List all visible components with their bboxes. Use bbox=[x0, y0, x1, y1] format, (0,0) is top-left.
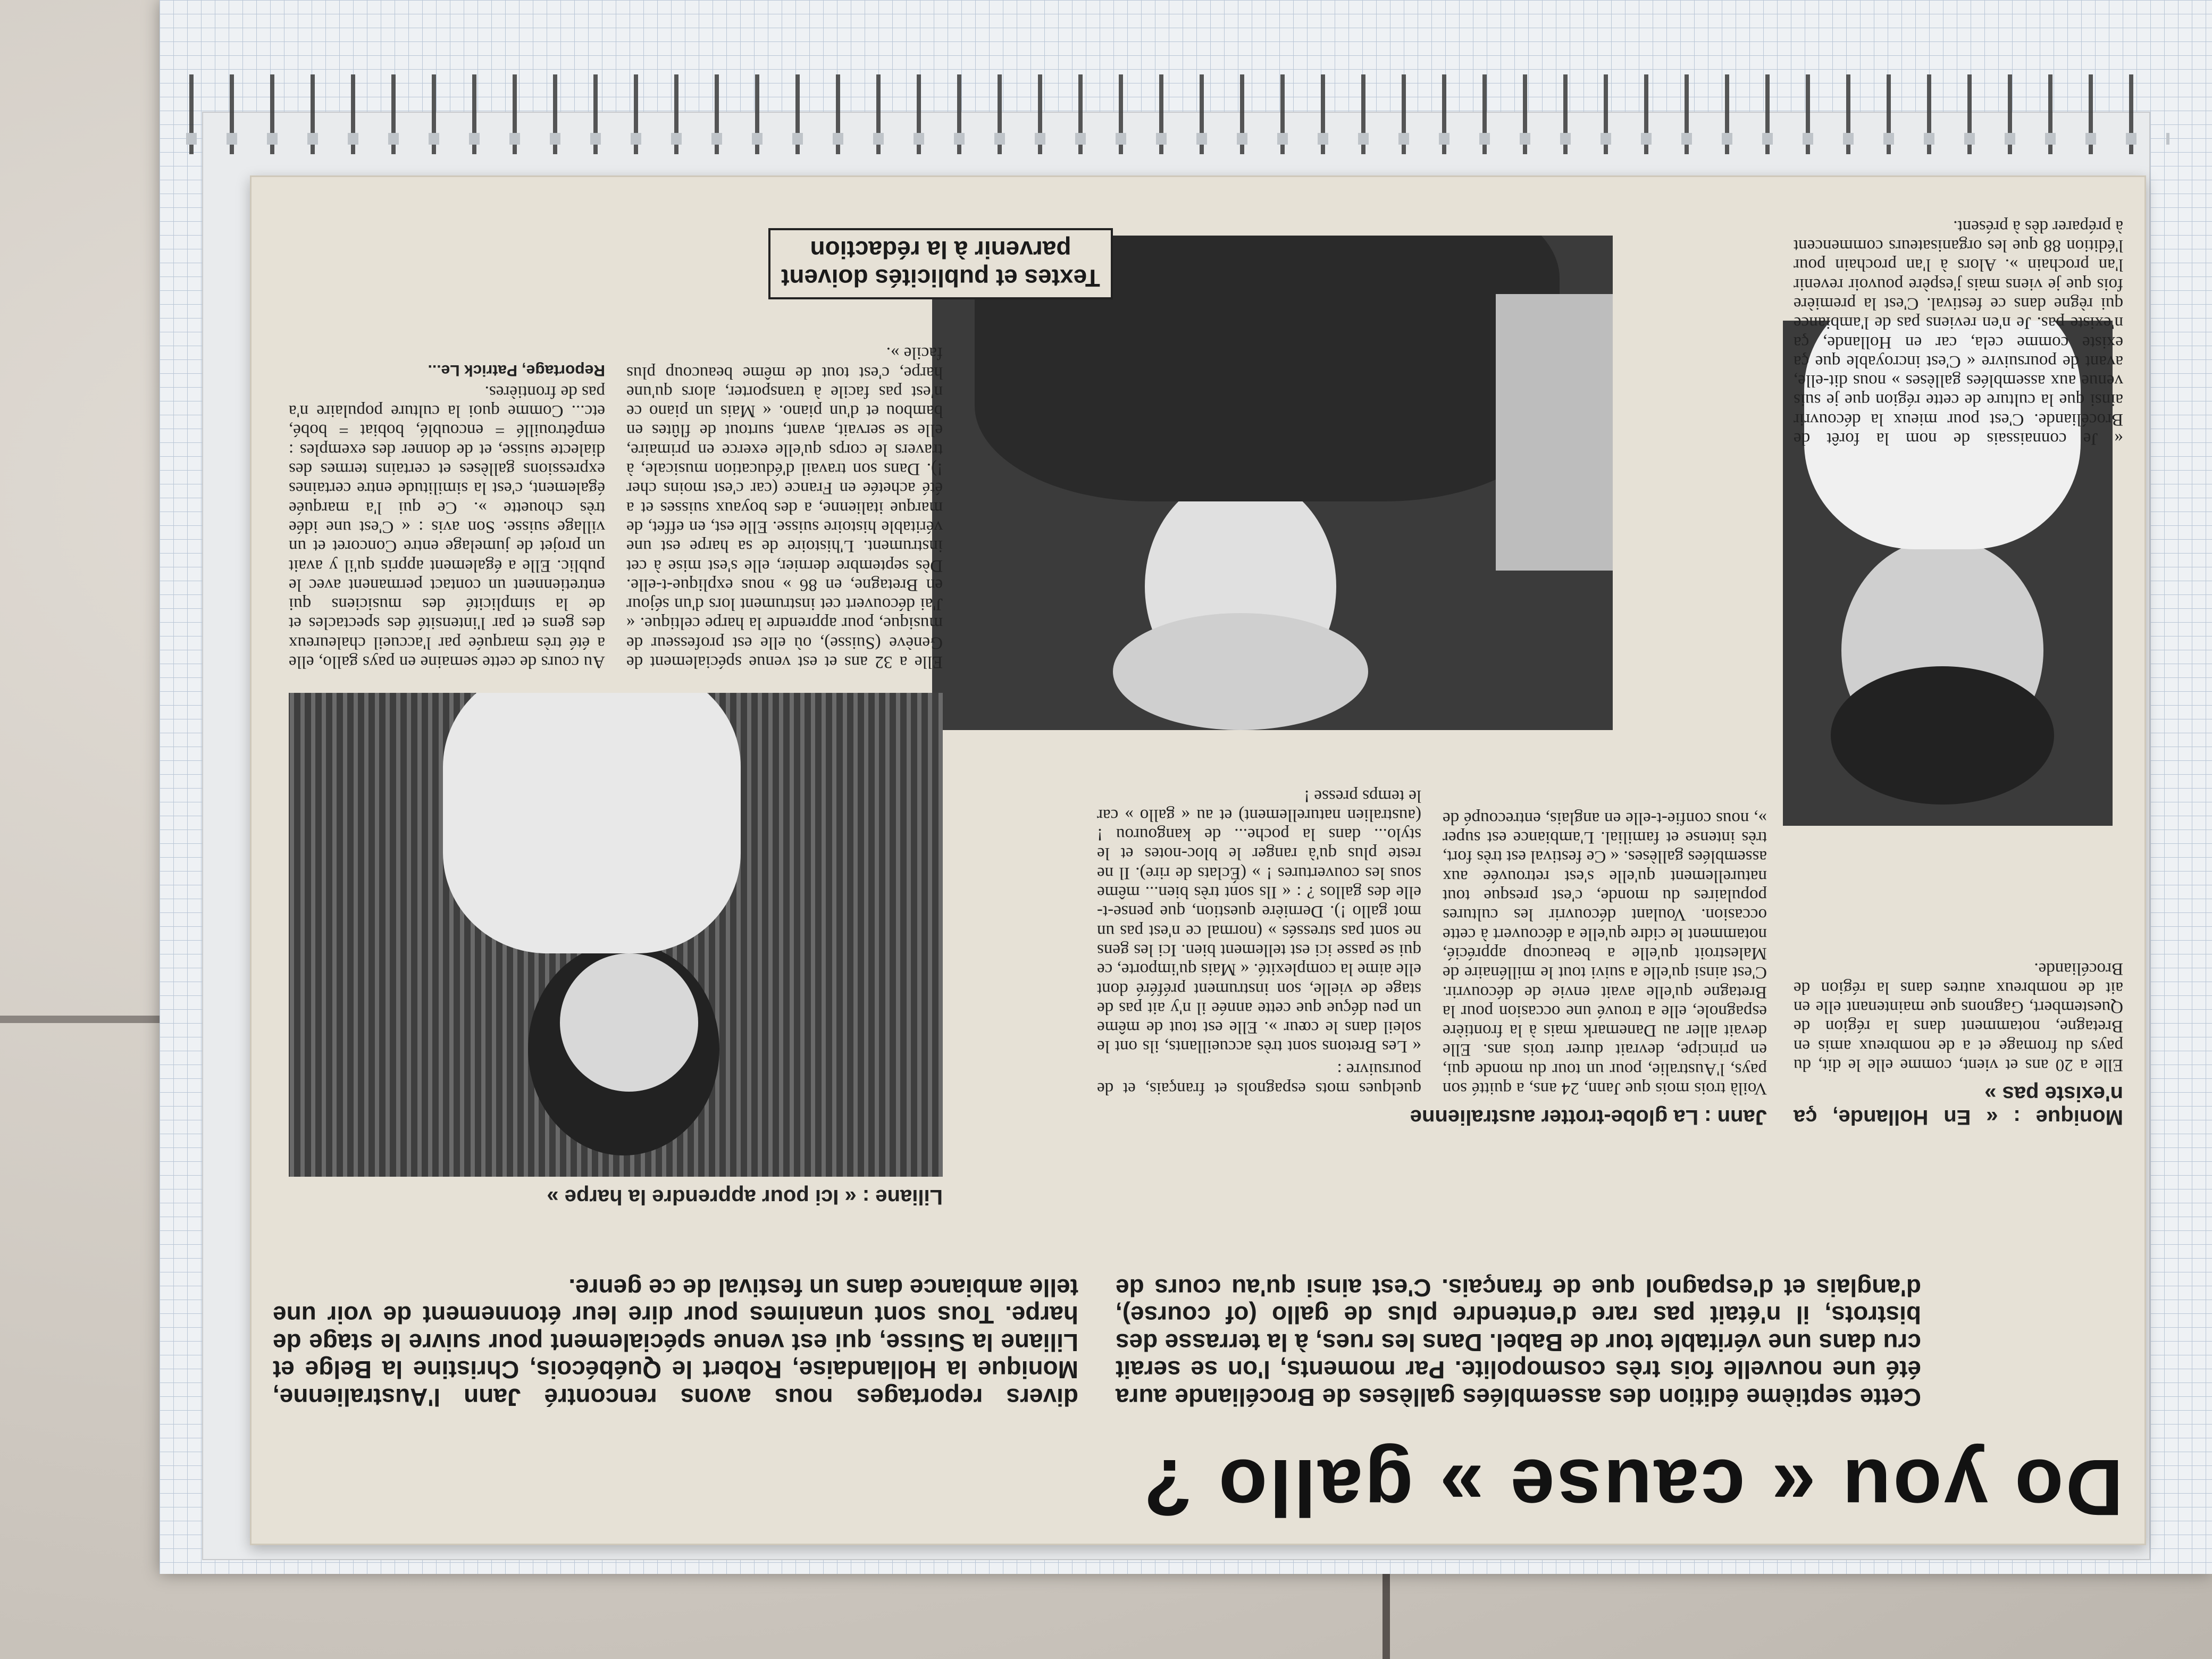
monique-subtitle: Monique : « En Hollande, ça n'existe pas » bbox=[1794, 1082, 2123, 1129]
newspaper-clipping bbox=[250, 175, 2146, 1545]
liliane-text-2: Au cours de cette semaine en pays gallo, elle a été très marquée par l'accueil chaleureux des gens et par l'intensité des spectacles et de la simplicité des musiciens qui entretiennent un contact permanent avec le public. Elle a également appris qu'il y avait un projet de jumelage entre Concoret et un village suisse. Son avis : « C'est une idée très chouette ». Ce qui l'a marquée également, c'est la similitude entre certaines expressions gallèses et certains termes des dialecte suisse, et de donner des exemples : empêtrouillé = encoublé, bobiat = bobé, etc... Comme quoi la culture populaire n'a pas de frontières. bbox=[289, 382, 605, 672]
monique-column-end bbox=[1794, 213, 2123, 448]
monique-column bbox=[1794, 956, 2123, 1129]
intro-paragraph: Cette septième édition des assemblées gallèses de Brocéliande aura été une nouvelle fois très cosmopolite. Par moments, l'on se serait cru dans une véritable tour de Babel. Dans les rues, à la terrasse des bistrots, il n'était pas rare d'entendre plus de gallo (of course), d'anglais et d'espagnol que de français. C'est ainsi qu'au cours de divers reportages nous avons rencontré Jann l'Australienne, Monique la Hollandaise, Robert le Québécois, Christine la Belge et Liliane la Suisse, qui est venue spécialement pour suivre le stage de harpe. Tous sont unanimes pour dire leur étonnement de voir une telle ambiance dans un festival de ce genre. bbox=[273, 1273, 1921, 1411]
monique-text-2: « Je connaissais de nom la forêt de Brocéliande. C'est pour mieux la découvrir ainsi que la culture de cette région que je suis venue aux assemblées gallèses » nous dit-elle, avant de poursuivre « C'est incroyable que ça existe comme cela, car en Hollande, ça n'existe pas. Je n'en reviens pas de l'ambiance qui règne dans ce festival. C'est la première fois que je viens mais j'espère pouvoir revenir l'an prochain ». Alors à l'an prochain pour l'édition 88 que les organisateurs commencent à préparer dès à présent. bbox=[1794, 216, 2123, 448]
liliane-column bbox=[289, 343, 943, 672]
notice-box: Textes et publicités doivent parvenir à la rédaction bbox=[768, 228, 1113, 299]
jann-subtitle: Jann : La globe-trotter australienne bbox=[1410, 1105, 1767, 1129]
jann-text-1: Voilà trois mois que Jann, 24 ans, a quitté son pays, l'Australie, pour un tour du monde qui, en principe, devrait durer trois ans. Elle devait aller au Danemark mais à la frontière espagnole, elle a trouvé une occasion pour la Bretagne qu'elle avait envie de découvrir. C'est ainsi qu'elle a suivi tout le millénaire de Malestroit qu'elle a beaucoup apprécié, notamment le cidre qu'elle a découvert à cette occasion. Voulant découvrir les cultures populaires du monde, c'est presque tout naturellement qu'elle s'est retrouvée aux assemblées gallèses. « Ce festival est très fort, très intense et familial. L'ambiance est super », nous confie-t-elle en anglais, entrecoupé de quelques mots espagnols et français, et de poursuivre : bbox=[1097, 808, 1767, 1098]
jann-column bbox=[1097, 786, 1767, 1129]
photo-jann bbox=[932, 236, 1613, 730]
clipping-upside-down bbox=[252, 177, 2144, 1544]
headline: Do you « cause » gallo ? bbox=[1141, 1443, 2123, 1532]
jann-text-2: « Les Bretons sont très accueillants, ils ont le soleil dans le cœur ». Elle est tout de même un peu déçue que cette année il n'y ait pas de stage de vielle, son instrument préféré dont elle aime la complexité. « Mais qu'importe, ce qui se passe ici est tellement bien. Ici les gens ne sont pas stressés » (normal ce n'est pas un mot gallo !). Dernière question, que pense-t-elle des gallos ? : « Ils sont très bien... même sous les couvertures ! » (Éclats de rire). Il ne reste plus qu'à ranger le bloc-notes et le stylo... dans la poche... de kangourou ! (australien naturellement) et au « gallo » car le temps presse ! bbox=[1097, 786, 1421, 1057]
liliane-subtitle-wrap bbox=[289, 1178, 943, 1209]
byline: Reportage, Patrick Le... bbox=[428, 361, 605, 379]
liliane-text-1: Elle a 32 ans et est venue spécialement de Genève (Suisse), où elle est professeur de musique, pour apprendre la harpe celtique. « J'ai découvert cet instrument lors d'un séjour en Bretagne, en 86 » nous explique-t-elle. Dès septembre dernier, elle s'est mise à cet instrument. L'histoire de sa harpe est une véritable histoire suisse. Elle est, en effet, de marque italienne, a des boyaux suisses et a été achetée en France (car c'est moins cher !). Dans son travail d'éducation musicale, à travers le corps qu'elle exerce en primaire, elle se servait, avant, surtout de flûtes en bambou et d'un piano. « Mais un piano ce n'est pas facile à transporter, alors qu'une harpe, c'est tout de même beaucoup plus facile ». bbox=[626, 343, 943, 672]
liliane-subtitle: Liliane : « Ici pour apprendre la harpe » bbox=[547, 1185, 943, 1209]
monique-text-1: Elle a 20 ans et vient, comme elle le dit, du pays du fromage et a de nombreux amis en Bretagne, notamment dans la région de Questembert, Gagnons que maintenant elle en ait de nombreux autres dans la région de Brocéliande. bbox=[1794, 959, 2123, 1075]
binding-holes bbox=[170, 133, 2169, 145]
photo-liliane bbox=[289, 693, 943, 1177]
